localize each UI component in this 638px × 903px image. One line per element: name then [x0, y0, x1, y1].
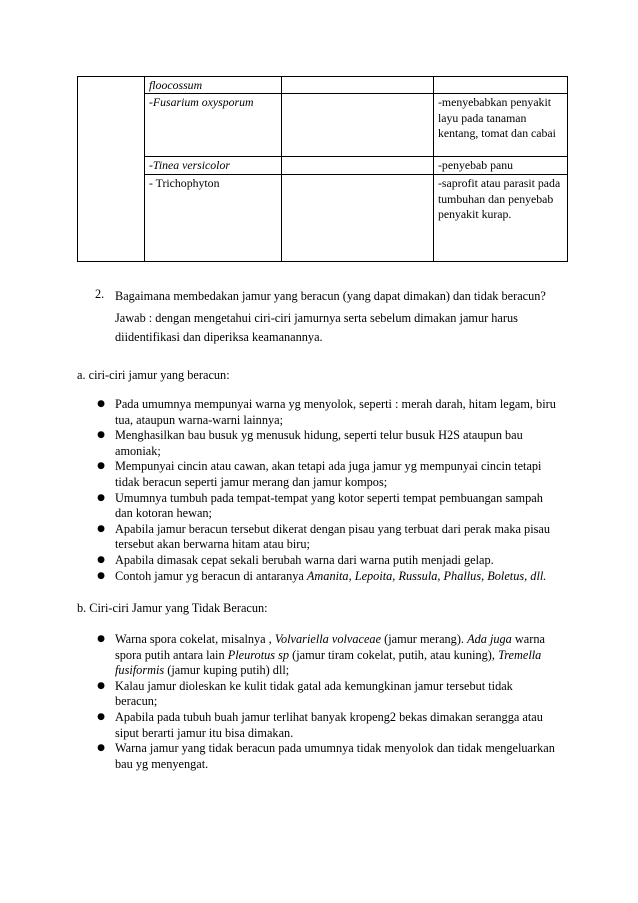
bullet-icon: ● [97, 523, 105, 534]
table-cell-species: -Tinea versicolor [145, 157, 282, 175]
bullet-icon: ● [97, 461, 105, 472]
species-names: Amanita, Lepoita, Russula, Phallus, Boletus, dll. [306, 568, 547, 583]
table-cell-species: floocossum [145, 77, 282, 94]
table-cell-empty [282, 77, 434, 94]
answer-text: Jawab : dengan mengetahui ciri-ciri jamurnya serta sebelum dimakan jamur harus diidentifikasi dan diperiksa keamanannya. [115, 311, 518, 344]
table-cell-description: -saprofit atau parasit pada tumbuhan dan penyebab penyakit kurap. [434, 175, 568, 262]
table-cell-description [434, 77, 568, 94]
table-row [78, 77, 568, 94]
list-item: ● Warna jamur yang tidak beracun pada umumnya tidak menyolok dan tidak mengeluarkan bau yg menyengat. [95, 741, 557, 772]
bullet-icon: ● [97, 570, 105, 581]
bullet-icon: ● [97, 399, 105, 409]
list-item: ● Mempunyai cincin atau cawan, akan tetapi ada juga jamur yg mempunyai cincin tetapi tidak beracun seperti jamur merang dan jamur kompos; [95, 459, 557, 490]
bullet-icon: ● [97, 711, 105, 722]
question-text: Bagaimana membedakan jamur yang beracun (yang dapat dimakan) dan tidak beracun? [115, 289, 546, 303]
table-cell-species: -Fusarium oxysporum [145, 94, 282, 157]
table-row [78, 94, 568, 157]
bullet-icon: ● [97, 554, 105, 565]
list-item: ● Menghasilkan bau busuk yg menusuk hidung, seperti telur busuk H2S ataupun bau amoniak; [95, 428, 557, 459]
table-cell-group [78, 77, 145, 262]
bullet-icon: ● [97, 634, 105, 644]
table-cell-empty [282, 157, 434, 175]
table-cell-description: -menyebabkan penyakit layu pada tanaman kentang, tomat dan cabai [434, 94, 568, 157]
list-item: ● Apabila jamur beracun tersebut dikerat dengan pisau yang terbuat dari perak maka pisau tersebut akan berwarna hitam atau biru; [95, 522, 557, 553]
question-number: 2. [95, 287, 105, 301]
section-a-list [95, 397, 557, 584]
table-cell-empty [282, 94, 434, 157]
list-item: ● Warna spora cokelat, misalnya , Volvariella volvaceae (jamur merang). Ada juga warna spora putih antara lain Pleurotus sp (jamur tiram cokelat, putih, atau kuning), Tremella fusiformis (jamur kuping putih) dll; [95, 632, 557, 679]
list-item: ● Pada umumnya mempunyai warna yg menyolok, seperti : merah darah, hitam legam, biru tua, ataupun warna-warni lainnya; [95, 397, 557, 428]
section-b-title: b. Ciri-ciri Jamur yang Tidak Beracun: [77, 601, 268, 615]
table-cell-species: - Trichophyton [145, 175, 282, 262]
bullet-icon: ● [97, 430, 105, 441]
fungi-table [77, 76, 568, 262]
section-a-title: a. ciri-ciri jamur yang beracun: [77, 368, 230, 382]
table-row [78, 175, 568, 262]
list-item: ● Kalau jamur dioleskan ke kulit tidak gatal ada kemungkinan jamur tersebut tidak beracun; [95, 679, 557, 710]
list-item: ● Apabila pada tubuh buah jamur terlihat banyak kropeng2 bekas dimakan serangga atau siput berarti jamur itu bisa dimakan. [95, 710, 557, 741]
list-item: ● Apabila dimasak cepat sekali berubah warna dari warna putih menjadi gelap. [95, 553, 557, 569]
bullet-icon: ● [97, 743, 105, 754]
bullet-icon: ● [97, 492, 105, 503]
table-row [78, 157, 568, 175]
table-cell-description: -penyebab panu [434, 157, 568, 175]
bullet-icon: ● [97, 680, 105, 691]
question-2 [95, 287, 550, 347]
section-b-list [95, 632, 557, 772]
table-cell-empty [282, 175, 434, 262]
list-item: ● Contoh jamur yg beracun di antaranya Amanita, Lepoita, Russula, Phallus, Boletus, dll. [95, 569, 557, 585]
list-item: ● Umumnya tumbuh pada tempat-tempat yang kotor seperti tempat pembuangan sampah dan kotoran hewan; [95, 491, 557, 522]
